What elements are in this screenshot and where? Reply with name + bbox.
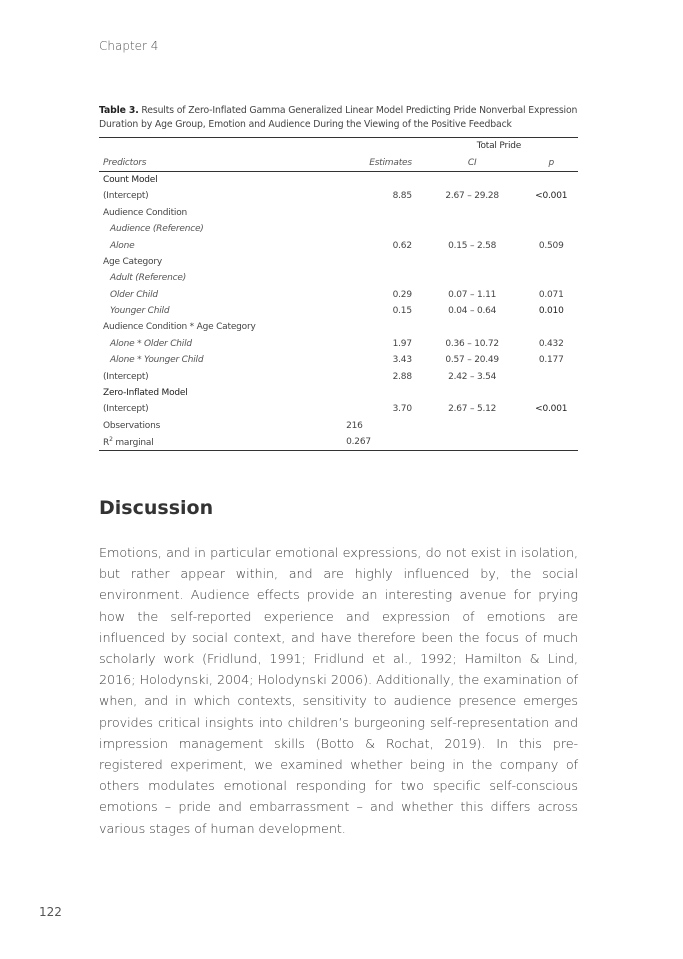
row-predictor: Audience Condition [103, 207, 188, 218]
running-head: Chapter 4 [99, 39, 159, 53]
table-row [99, 270, 578, 286]
row-p: 0.010 [538, 306, 564, 317]
table-row [99, 188, 578, 204]
table-row [99, 254, 578, 270]
r2-row [99, 434, 578, 451]
table-row [99, 303, 578, 319]
col-header-p: p [524, 154, 578, 171]
observations-label: Observations [103, 420, 161, 431]
row-predictor: (Intercept) [103, 191, 149, 202]
discussion-paragraph: Emotions, and in particular emotional expressions, do not exist in isolation, but rather appear within, and are highly influenced by, the social environment. Audience effects provide an interesting avenue for prying how the self-reported experience and expression of emotions are influenced by social context, and have therefore been the focus of much scholarly work (Fridlund, 1991; Fridlund et al., 1992; Hamilton & Lind, 2016; Holodynski, 2004; Holodynski 2006). Additionally, the examination of when, and in which contexts, sensitivity to audience presence emerges provides critical insights into children’s burgeoning self-representation and impression management skills (Botto & Rochat, 2019). In this pre-registered experiment, we examined whether being in the company of others modulates emotional responding for two specific self-conscious emotions – pride and embarrassment – and whether this differs across various stages of human development. [99, 546, 578, 837]
row-predictor: Audience (Reference) [110, 224, 204, 235]
table-row [99, 171, 578, 188]
row-p: 0.432 [538, 338, 564, 349]
row-predictor: Older Child [110, 289, 158, 300]
row-predictor: Age Category [103, 256, 162, 267]
row-p: <0.001 [535, 191, 568, 202]
table-row [99, 205, 578, 221]
table-row [99, 287, 578, 303]
r2-label: $R^2$ marginal [99, 434, 336, 451]
table-row [99, 319, 578, 335]
row-predictor: Alone * Older Child [110, 338, 192, 349]
row-ci: 0.04 – 0.64 [448, 306, 497, 317]
row-estimate: 3.43 [392, 355, 412, 366]
row-predictor: Zero-Inflated Model [103, 388, 188, 399]
page-number: 122 [39, 905, 62, 919]
row-p: <0.001 [535, 404, 568, 415]
row-ci: 0.57 – 20.49 [445, 355, 499, 366]
row-ci: 0.36 – 10.72 [445, 338, 499, 349]
row-p: 0.071 [538, 289, 564, 300]
table-caption-label: Table 3. [99, 105, 139, 116]
table-row [99, 237, 578, 253]
table-group-header-row [99, 138, 578, 155]
table-row [99, 336, 578, 352]
row-predictor: Adult (Reference) [110, 273, 187, 284]
row-estimate: 1.97 [392, 338, 412, 349]
discussion-heading: Discussion [99, 497, 214, 519]
results-table [99, 137, 578, 451]
row-ci: 0.15 – 2.58 [448, 240, 497, 251]
table-caption [99, 104, 579, 132]
row-estimate: 0.29 [392, 289, 412, 300]
row-p: 0.509 [538, 240, 564, 251]
row-predictor: (Intercept) [103, 404, 149, 415]
total-pride-header: Total Pride [420, 138, 578, 155]
row-estimate: 8.85 [392, 191, 412, 202]
table-row [99, 385, 578, 401]
table-row [99, 368, 578, 384]
row-predictor: Audience Condition * Age Category [103, 322, 256, 333]
table-row [99, 401, 578, 417]
row-predictor: (Intercept) [103, 371, 149, 382]
observations-row [99, 418, 578, 434]
table-caption-text: Results of Zero-Inflated Gamma Generalized Linear Model Predicting Pride Nonverbal Expression Duration by Age Group, Emotion and Audience During the Viewing of the Positive Feedback [99, 105, 578, 130]
col-header-estimates: Estimates [336, 154, 420, 171]
observations-value: 216 [346, 420, 363, 431]
table-column-header-row [99, 154, 578, 171]
row-predictor: Count Model [103, 174, 158, 185]
row-predictor: Alone * Younger Child [110, 355, 204, 366]
row-estimate: 2.88 [392, 371, 412, 382]
row-ci: 2.67 – 5.12 [448, 404, 497, 415]
row-ci: 2.42 – 3.54 [448, 371, 497, 382]
row-ci: 0.07 – 1.11 [448, 289, 497, 300]
col-header-ci: CI [420, 154, 525, 171]
r2-value: 0.267 [336, 434, 420, 451]
row-estimate: 0.15 [392, 306, 412, 317]
row-estimate: 0.62 [392, 240, 412, 251]
row-p: 0.177 [538, 355, 564, 366]
row-predictor: Younger Child [110, 306, 170, 317]
row-estimate: 3.70 [392, 404, 412, 415]
table-row [99, 352, 578, 368]
col-header-predictors: Predictors [99, 154, 336, 171]
table-row [99, 221, 578, 237]
row-predictor: Alone [110, 240, 135, 251]
row-ci: 2.67 – 29.28 [445, 191, 499, 202]
